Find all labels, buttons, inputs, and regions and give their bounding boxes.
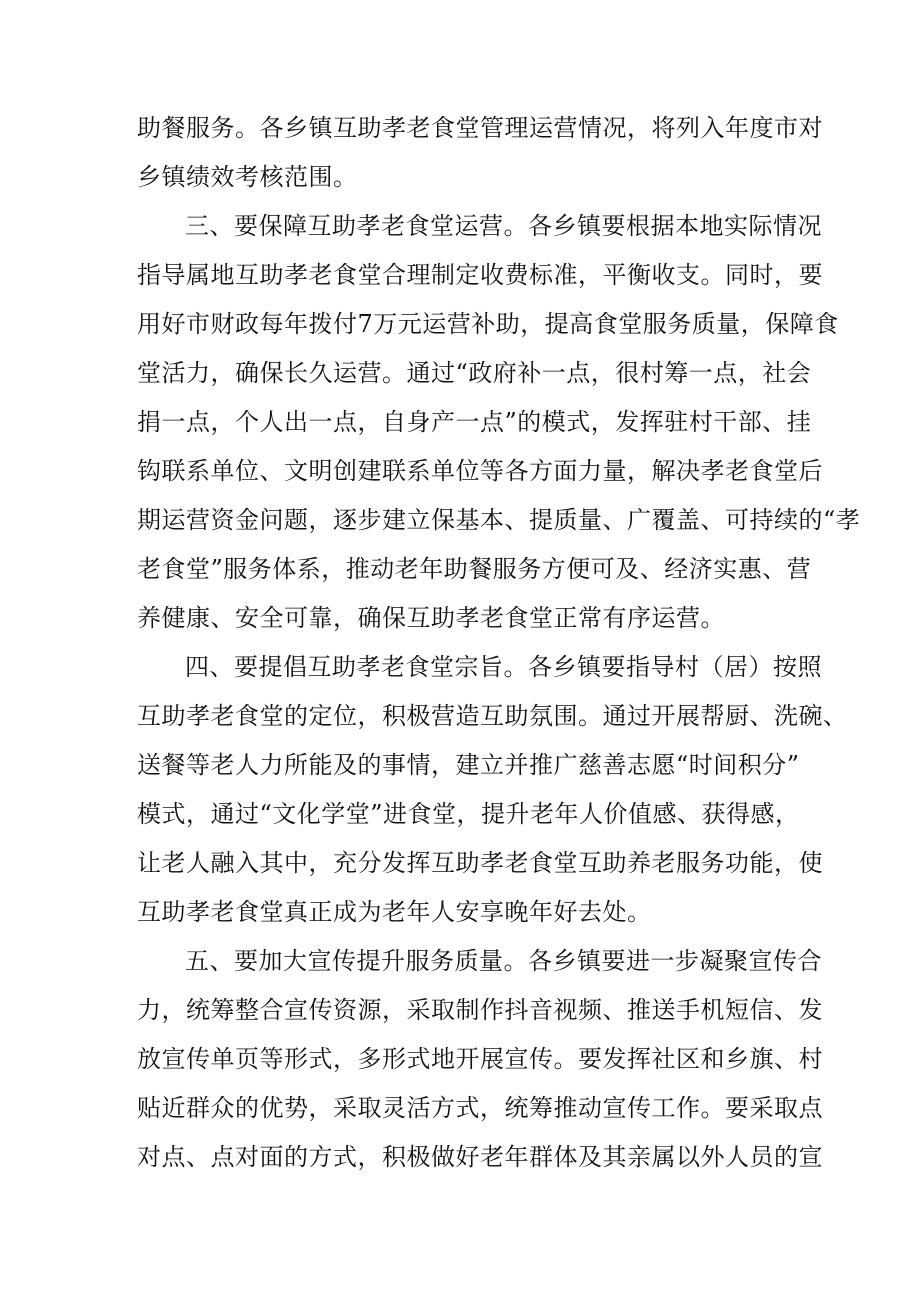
text-line: 捐一点，个人出一点，自身产一点”的模式，发挥驻村干部、挂 bbox=[137, 408, 812, 436]
text-line: 乡镇绩效考核范围。 bbox=[137, 163, 358, 191]
text-line: 模式，通过“文化学堂”进食堂，提升老年人价值感、获得感， bbox=[137, 800, 800, 828]
text-line: 养健康、安全可靠，确保互助孝老食堂正常有序运营。 bbox=[137, 604, 725, 632]
text-line: 助餐服务。各乡镇互助孝老食堂管理运营情况，将列入年度市对 bbox=[137, 114, 823, 142]
text-line: 五、要加大宣传提升服务质量。各乡镇要进一步凝聚宣传合 bbox=[185, 947, 822, 975]
text-line: 对点、点对面的方式，积极做好老年群体及其亲属以外人员的宣 bbox=[137, 1143, 823, 1171]
text-line: 用好市财政每年拨付7万元运营补助，提高食堂服务质量，保障食 bbox=[137, 310, 839, 338]
text-line: 堂活力，确保长久运营。通过“政府补一点，很村筹一点，社会 bbox=[137, 359, 812, 387]
text-line: 三、要保障互助孝老食堂运营。各乡镇要根据本地实际情况 bbox=[185, 212, 822, 240]
text-line: 贴近群众的优势，采取灵活方式，统筹推动宣传工作。要采取点 bbox=[137, 1094, 823, 1122]
text-line: 让老人融入其中，充分发挥互助孝老食堂互助养老服务功能，使 bbox=[137, 849, 823, 877]
text-line: 力，统筹整合宣传资源，采取制作抖音视频、推送手机短信、发 bbox=[137, 996, 823, 1024]
text-line: 放宣传单页等形式，多形式地开展宣传。要发挥社区和乡旗、村 bbox=[137, 1045, 823, 1073]
text-line: 送餐等老人力所能及的事情，建立并推广慈善志愿“时间积分” bbox=[137, 751, 800, 779]
text-line: 互助孝老食堂的定位，积极营造互助氛围。通过开展帮厨、洗碗、 bbox=[137, 702, 848, 730]
text-line: 四、要提倡互助孝老食堂宗旨。各乡镇要指导村（居）按照 bbox=[185, 653, 822, 681]
text-line: 钩联系单位、文明创建联系单位等各方面力量，解决孝老食堂后 bbox=[137, 457, 823, 485]
text-line: 互助孝老食堂真正成为老年人安享晚年好去处。 bbox=[137, 898, 652, 926]
text-line: 老食堂”服务体系，推动老年助餐服务方便可及、经济实惠、营 bbox=[137, 555, 812, 583]
paragraph-section-5 bbox=[137, 937, 823, 1182]
text-line: 期运营资金问题，逐步建立保基本、提质量、广覆盖、可持续的“孝 bbox=[137, 506, 861, 534]
paragraph-continuation bbox=[137, 104, 823, 202]
paragraph-section-3 bbox=[137, 202, 861, 643]
text-line: 指导属地互助孝老食堂合理制定收费标准，平衡收支。同时，要 bbox=[137, 261, 823, 289]
paragraph-section-4 bbox=[137, 643, 848, 937]
document-body bbox=[137, 104, 861, 1182]
